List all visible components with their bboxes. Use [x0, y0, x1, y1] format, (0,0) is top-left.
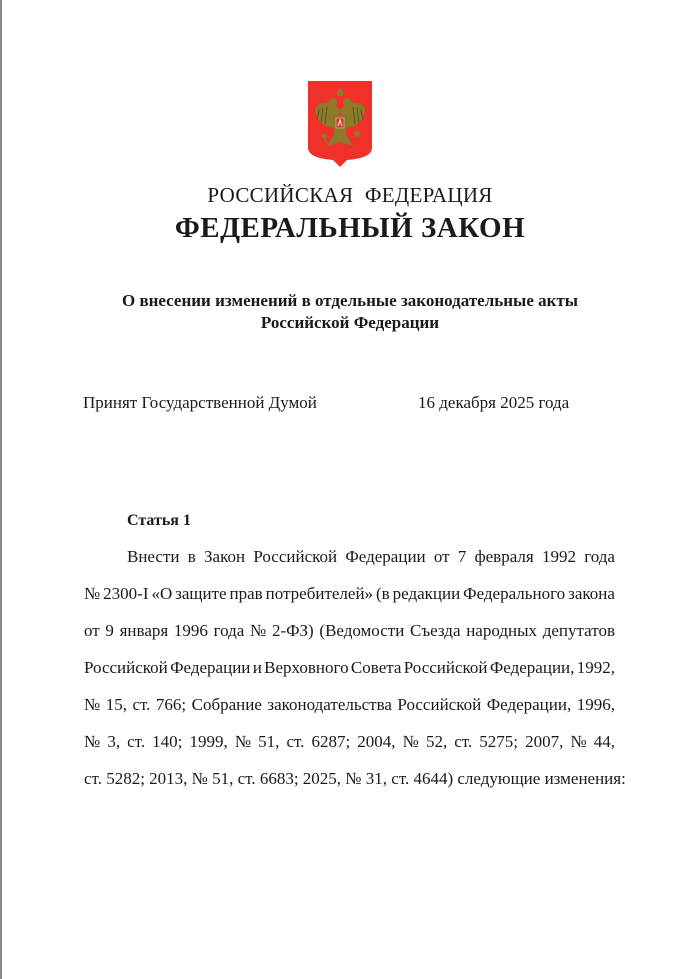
word: Российской: [84, 658, 168, 677]
word: от: [84, 621, 100, 640]
law-title: [0, 290, 700, 334]
word: №: [250, 621, 267, 640]
word: Закон: [204, 547, 246, 566]
country-name: РОССИЙСКАЯ ФЕДЕРАЦИЯ: [207, 183, 493, 207]
word: ст.: [286, 732, 305, 751]
word: 5275;: [479, 732, 519, 751]
word: №: [84, 732, 101, 751]
word: Федерации,: [486, 695, 572, 714]
word: 1992,: [576, 658, 615, 677]
word: года: [213, 621, 245, 640]
word: редакции: [392, 584, 461, 603]
article-line: [84, 732, 615, 752]
word: (Ведомости: [319, 621, 405, 640]
word: в: [187, 547, 196, 566]
word: Верховного: [264, 658, 349, 677]
article-line: ст. 5282; 2013, № 51, ст. 6683; 2025, № 31, ст. 4644) следующие изменения:: [84, 769, 626, 788]
law-title-line: Российской Федерации: [260, 313, 440, 332]
word: 766;: [155, 695, 187, 714]
word: Съезда: [410, 621, 461, 640]
word: 51,: [258, 732, 280, 751]
russian-coat-of-arms-icon: [307, 80, 373, 168]
word: 2007,: [525, 732, 564, 751]
article-line: [84, 584, 615, 604]
word: Российской: [397, 695, 482, 714]
word: Федерации: [345, 547, 426, 566]
article-line: [84, 695, 615, 715]
article-line: [127, 547, 615, 567]
word: потребителей»: [265, 584, 374, 603]
word: 140;: [152, 732, 183, 751]
word: Российской: [403, 658, 488, 677]
word: Совета: [350, 658, 402, 677]
word: №: [234, 732, 252, 751]
word: ст.: [454, 732, 473, 751]
word: 1996,: [576, 695, 615, 714]
word: 1996: [173, 621, 208, 640]
word: февраля: [474, 547, 534, 566]
word: «О: [151, 584, 173, 603]
word: Федерации: [170, 658, 251, 677]
word: 3,: [107, 732, 121, 751]
article-line: [84, 621, 615, 641]
word: законодательства: [267, 695, 392, 714]
word: Федерации,: [489, 658, 575, 677]
article-heading: Статья 1: [127, 512, 191, 529]
adoption-date: 16 декабря 2025 года: [418, 393, 570, 412]
word: Федерального: [463, 584, 566, 603]
word: ст.: [127, 732, 146, 751]
law-title-line: О внесении изменений в отдельные законодательные акты: [121, 291, 579, 310]
word: прав: [229, 584, 263, 603]
word: №: [402, 732, 419, 751]
word: 15,: [105, 695, 127, 714]
word: Российской: [253, 547, 338, 566]
word: №: [84, 695, 101, 714]
word: 2300-I: [103, 584, 149, 603]
word: 2-ФЗ): [271, 621, 314, 640]
word: 6287;: [311, 732, 351, 751]
word: Внести: [127, 547, 180, 566]
word: №: [570, 732, 587, 751]
word: Собрание: [191, 695, 262, 714]
page-left-edge: [0, 0, 2, 979]
word: депутатов: [542, 621, 615, 640]
word: №: [84, 584, 101, 603]
document-type: ФЕДЕРАЛЬНЫЙ ЗАКОН: [174, 212, 526, 244]
article-line: [84, 658, 615, 678]
word: 44,: [593, 732, 615, 751]
adopted-by: Принят Государственной Думой: [83, 393, 317, 412]
word: народных: [466, 621, 538, 640]
word: 52,: [425, 732, 448, 751]
word: и: [252, 658, 262, 677]
word: 7: [457, 547, 467, 566]
word: января: [119, 621, 169, 640]
word: 1999,: [189, 732, 228, 751]
word: закона: [568, 584, 615, 603]
word: года: [584, 547, 615, 566]
word: 1992: [541, 547, 576, 566]
word: защите: [175, 584, 227, 603]
word: от: [433, 547, 450, 566]
word: 2004,: [357, 732, 396, 751]
word: ст.: [132, 695, 151, 714]
word: 9: [105, 621, 114, 640]
word: (в: [375, 584, 390, 603]
